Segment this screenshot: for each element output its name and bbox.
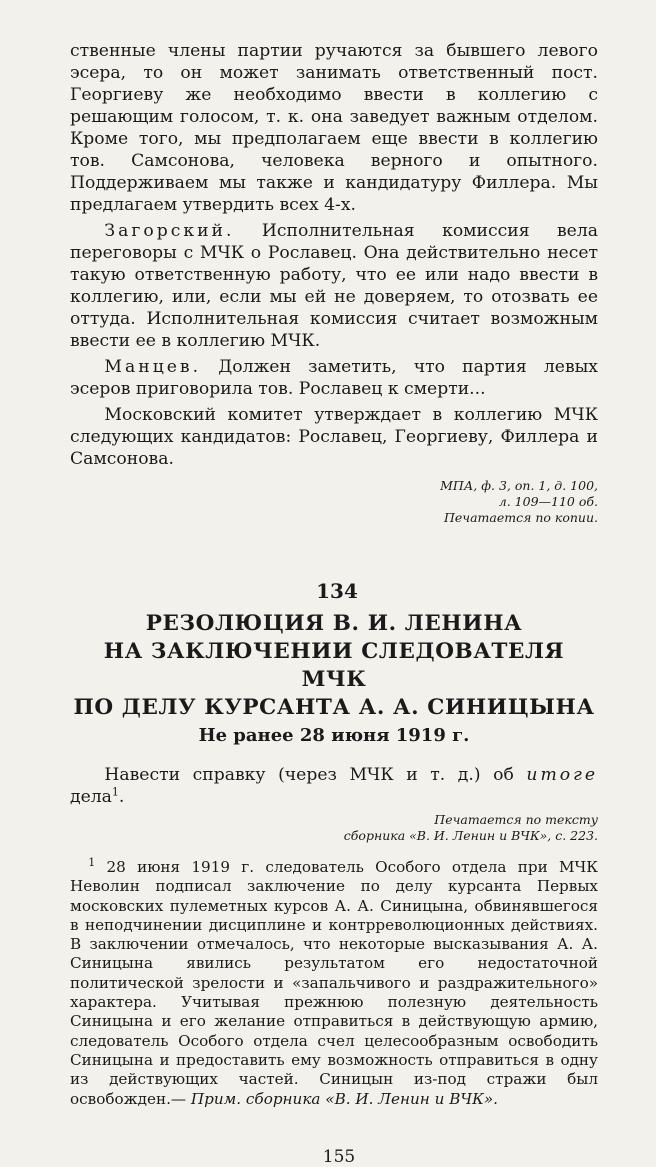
speaker-name: Загорский. bbox=[104, 221, 235, 241]
footnote bbox=[70, 855, 598, 1109]
speech-text: Исполнительная комиссия вела переговоры с МЧК о Рославец. Она действительно несет такую ответственную работу, что ее или надо ввести в коллегию, или, если мы ей не доверяем, то отозвать ее оттуда. Исполнительная комиссия считает возможным ввести ее в коллегию МЧК. bbox=[70, 221, 598, 351]
archive-source bbox=[70, 478, 598, 526]
print-source bbox=[70, 812, 598, 844]
title-line: НА ЗАКЛЮЧЕНИИ СЛЕДОВАТЕЛЯ МЧК bbox=[103, 639, 565, 692]
title-line: ПО ДЕЛУ КУРСАНТА А. А. СИНИЦЫНА bbox=[73, 695, 595, 720]
source-line: МПА, ф. 3, оп. 1, д. 100, bbox=[440, 478, 598, 493]
paragraph-continuation: ственные члены партии ручаются за бывшего левого эсера, то он может занимать ответственный пост. Георгиеву же необходимо ввести в коллегию с решающим голосом, т. к. она заведует важным отделом. Кроме того, мы предполагаем еще ввести в коллегию тов. Самсонова, человека верного и опытного. Поддерживаем мы также и кандидатуру Филлера. Мы предлагаем утвердить всех 4-х. bbox=[70, 41, 598, 215]
footnote-text: 28 июня 1919 г. следователь Особого отдела при МЧК Неволин подписал заключение по делу курсанта Первых московских пулеметных курсов А. А. Синицына, обвинявшегося в неподчинении дисциплине и контрреволюционных действиях. В заключении отмечалось, что некоторые высказывания А. А. Синицына явились результатом его недостаточной политической зрелости и «запальчивого и раздражительного» характера. Учитывая прежнюю полезную деятельность Синицына и его желание отправиться в действующую армию, следователь Особого отдела счел целесообразным освободить Синицына и предоставить ему возможность отправиться в одну из действующих частей. Синицын из-под стражи был освобожден.— bbox=[70, 858, 598, 1108]
document-number: 134 bbox=[316, 579, 358, 603]
resolution-part: дела bbox=[70, 787, 112, 807]
footnote-marker: 1 bbox=[88, 855, 96, 869]
source-line: л. 109—110 об. bbox=[498, 494, 598, 509]
document-date: Не ранее 28 июня 1919 г. bbox=[198, 725, 470, 746]
speech-text: Должен заметить, что партия левых эсеров приговорила тов. Рославец к смерти... bbox=[70, 357, 598, 399]
resolution-part: Навести справку (через МЧК и т. д.) об bbox=[104, 765, 527, 785]
document-title bbox=[70, 610, 598, 722]
resolution-emphasis: итоге bbox=[526, 765, 598, 785]
paragraph-committee: Московский комитет утверждает в коллегию МЧК следующих кандидатов: Рославец, Георгиеву, Филлера и Самсонова. bbox=[70, 405, 598, 469]
resolution-part: . bbox=[118, 787, 125, 807]
source-line: Печатается по копии. bbox=[444, 510, 598, 525]
source-line: сборника «В. И. Ленин и ВЧК», с. 223. bbox=[343, 828, 598, 843]
paragraph-zagorsky bbox=[70, 220, 598, 352]
page-number: 155 bbox=[322, 1146, 356, 1167]
footnote-marker: 1 bbox=[111, 785, 119, 799]
title-line: РЕЗОЛЮЦИЯ В. И. ЛЕНИНА bbox=[145, 611, 523, 636]
source-line: Печатается по тексту bbox=[434, 812, 598, 827]
paragraph-mantsev bbox=[70, 356, 598, 400]
resolution-text bbox=[70, 764, 598, 808]
footnote-attribution: Прим. сборника «В. И. Ленин и ВЧК». bbox=[190, 1089, 498, 1108]
speaker-name: Манцев. bbox=[104, 357, 202, 377]
